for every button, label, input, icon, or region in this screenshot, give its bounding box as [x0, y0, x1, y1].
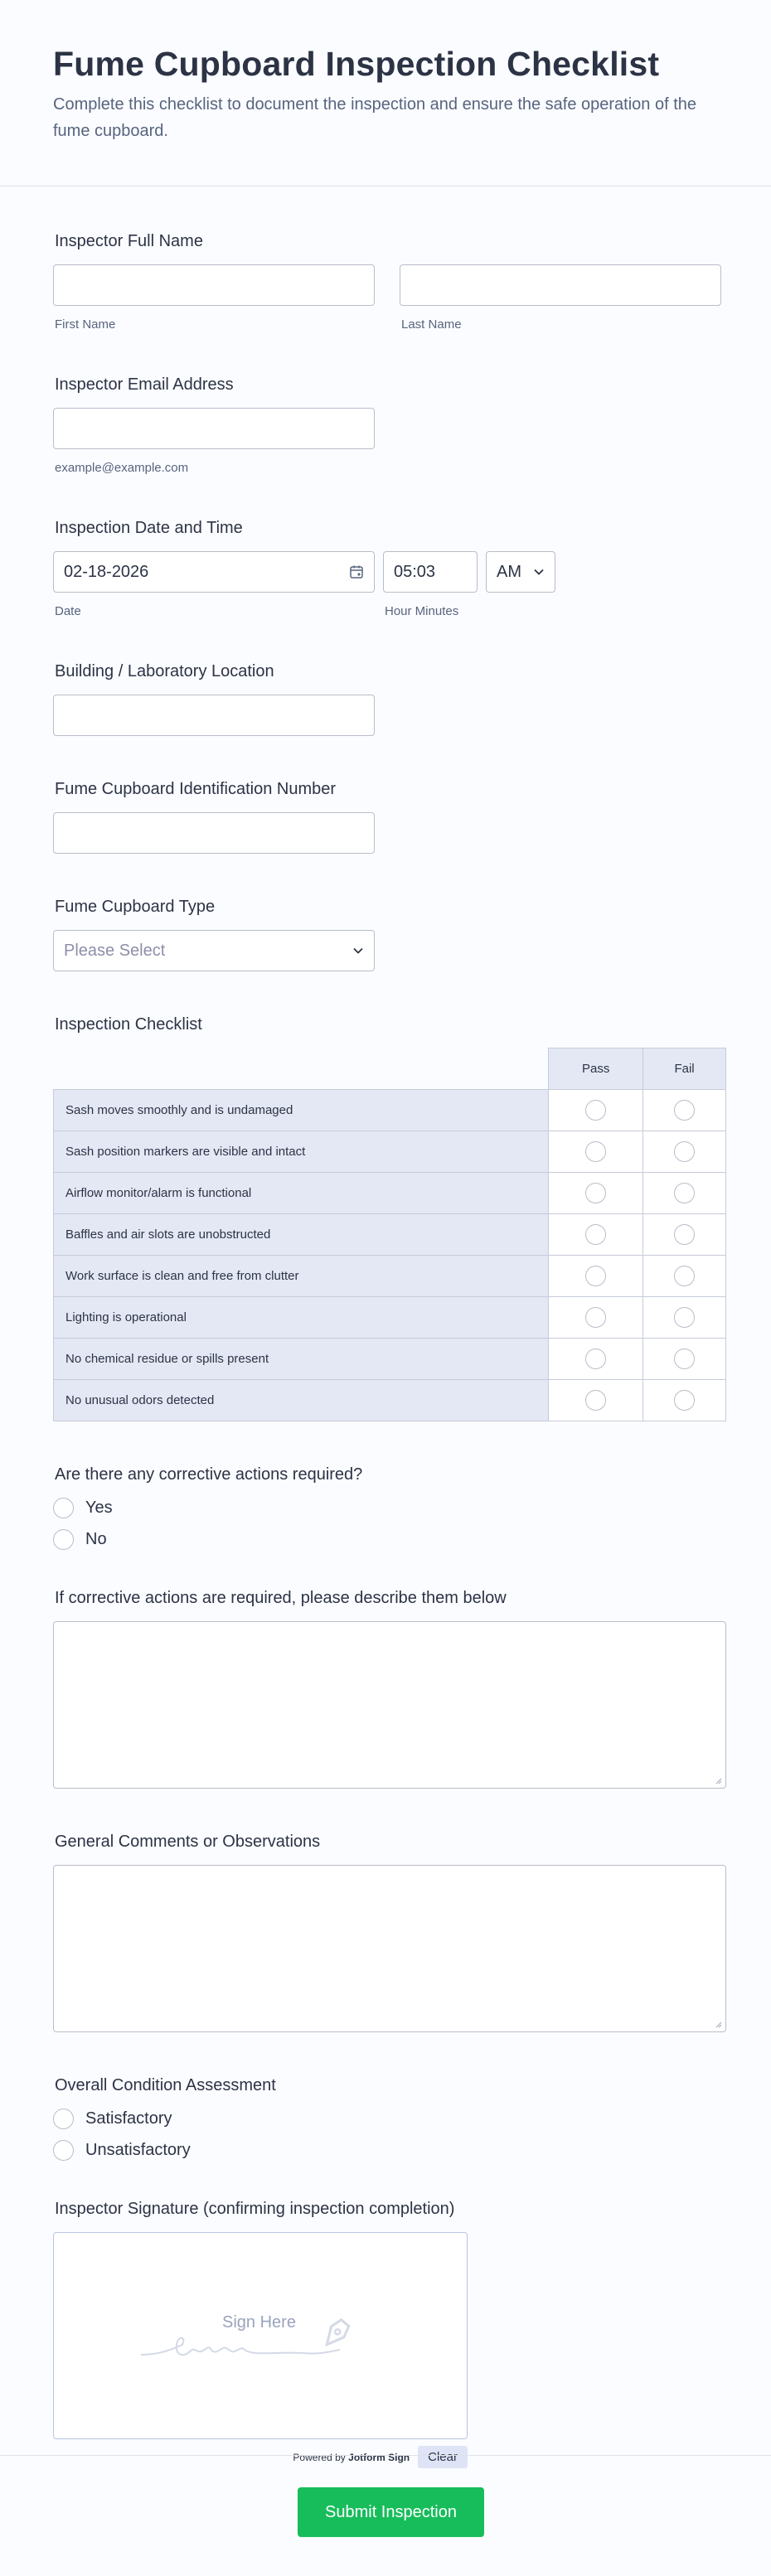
checklist-header-fail: Fail — [643, 1048, 726, 1090]
date-value: 02-18-2026 — [64, 562, 149, 581]
checklist-label: Inspection Checklist — [55, 1015, 202, 1034]
clear-signature-button[interactable]: Clear — [418, 2446, 468, 2468]
yes-label: Yes — [85, 1499, 113, 1517]
last-name-sublabel: Last Name — [401, 317, 462, 332]
unsatisfactory-radio[interactable] — [53, 2140, 74, 2161]
form-content — [0, 186, 771, 2468]
unsatisfactory-label: Unsatisfactory — [85, 2141, 191, 2159]
pass-radio[interactable] — [585, 1224, 606, 1245]
time-sublabel: Hour Minutes — [385, 604, 459, 618]
cupboard-id-input[interactable] — [53, 812, 375, 854]
first-name-sublabel: First Name — [55, 317, 116, 332]
checklist-question: Airflow monitor/alarm is functional — [54, 1173, 549, 1214]
corrective-option-yes[interactable] — [53, 1498, 718, 1518]
checklist-question: Lighting is operational — [54, 1297, 549, 1339]
comments-field — [53, 1830, 718, 2032]
form-footer — [0, 2455, 771, 2576]
fail-radio[interactable] — [674, 1307, 695, 1328]
corrective-field — [53, 1463, 718, 1550]
satisfactory-label: Satisfactory — [85, 2109, 172, 2128]
cupboard-id-field — [53, 777, 718, 854]
yes-radio[interactable] — [53, 1498, 74, 1518]
form-header — [0, 0, 771, 186]
time-input[interactable]: 05:03 — [383, 551, 478, 593]
corrective-option-no[interactable] — [53, 1529, 718, 1550]
fail-radio[interactable] — [674, 1224, 695, 1245]
fail-radio[interactable] — [674, 1100, 695, 1121]
signature-pen-icon — [137, 2312, 377, 2361]
table-row — [54, 1256, 726, 1297]
first-name-input[interactable] — [53, 264, 375, 306]
signature-pad[interactable] — [53, 2232, 468, 2439]
email-input[interactable] — [53, 408, 375, 449]
form-subtitle: Complete this checklist to document the inspection and ensure the safe operation of the fume cupboard. — [53, 95, 697, 140]
pass-radio[interactable] — [585, 1183, 606, 1203]
condition-option-unsatisfactory[interactable] — [53, 2140, 718, 2161]
checklist-question: Baffles and air slots are unobstructed — [54, 1214, 549, 1256]
cupboard-id-label: Fume Cupboard Identification Number — [55, 780, 337, 798]
fail-radio[interactable] — [674, 1349, 695, 1369]
location-input[interactable] — [53, 695, 375, 736]
checklist-field — [53, 1013, 718, 1421]
pass-radio[interactable] — [585, 1390, 606, 1411]
datetime-label: Inspection Date and Time — [55, 519, 243, 537]
email-sublabel: example@example.com — [55, 461, 189, 475]
comments-label: General Comments or Observations — [55, 1833, 321, 1851]
signature-field — [53, 2197, 718, 2468]
table-row — [54, 1297, 726, 1339]
ampm-value: AM — [497, 562, 521, 581]
calendar-icon[interactable] — [349, 564, 364, 579]
checklist-header-blank — [54, 1048, 549, 1090]
corrective-label: Are there any corrective actions required? — [55, 1465, 363, 1484]
checklist-question: Work surface is clean and free from clutter — [54, 1256, 549, 1297]
submit-button[interactable]: Submit Inspection — [298, 2487, 484, 2537]
checklist-table — [53, 1048, 726, 1421]
corrective-desc-label: If corrective actions are required, please describe them below — [55, 1589, 507, 1607]
powered-by: Powered by Jotform Sign — [293, 2451, 410, 2463]
fail-radio[interactable] — [674, 1390, 695, 1411]
chevron-down-icon — [533, 566, 545, 578]
table-row — [54, 1173, 726, 1214]
inspector-name-label: Inspector Full Name — [55, 232, 203, 250]
condition-label: Overall Condition Assessment — [55, 2076, 276, 2094]
pass-radio[interactable] — [585, 1266, 606, 1286]
satisfactory-radio[interactable] — [53, 2109, 74, 2129]
cupboard-type-placeholder: Please Select — [64, 941, 166, 960]
table-row — [54, 1339, 726, 1380]
email-label: Inspector Email Address — [55, 375, 234, 394]
corrective-desc-textarea[interactable] — [53, 1621, 726, 1789]
checklist-question: No unusual odors detected — [54, 1380, 549, 1421]
condition-field — [53, 2074, 718, 2161]
condition-option-satisfactory[interactable] — [53, 2109, 718, 2129]
datetime-field — [53, 516, 718, 618]
table-row — [54, 1214, 726, 1256]
comments-textarea[interactable] — [53, 1865, 726, 2032]
table-row — [54, 1131, 726, 1173]
signature-label: Inspector Signature (confirming inspection completion) — [55, 2200, 455, 2218]
checklist-header-pass: Pass — [549, 1048, 643, 1090]
pass-radio[interactable] — [585, 1141, 606, 1162]
location-label: Building / Laboratory Location — [55, 662, 274, 680]
corrective-desc-field — [53, 1586, 718, 1789]
checklist-question: No chemical residue or spills present — [54, 1339, 549, 1380]
location-field — [53, 660, 718, 736]
cupboard-type-field — [53, 895, 718, 971]
chevron-down-icon — [352, 945, 364, 956]
form-title: Fume Cupboard Inspection Checklist — [53, 45, 660, 83]
pass-radio[interactable] — [585, 1100, 606, 1121]
table-row — [54, 1090, 726, 1131]
cupboard-type-label: Fume Cupboard Type — [55, 898, 216, 916]
pass-radio[interactable] — [585, 1349, 606, 1369]
signature-placeholder: Sign Here — [222, 2313, 296, 2331]
pass-radio[interactable] — [585, 1307, 606, 1328]
no-label: No — [85, 1530, 107, 1548]
fail-radio[interactable] — [674, 1141, 695, 1162]
resize-grip-icon[interactable] — [715, 1778, 722, 1784]
email-field — [53, 373, 718, 475]
no-radio[interactable] — [53, 1529, 74, 1550]
checklist-question: Sash moves smoothly and is undamaged — [54, 1090, 549, 1131]
ampm-select[interactable] — [486, 551, 555, 593]
last-name-input[interactable] — [400, 264, 721, 306]
date-sublabel: Date — [55, 604, 81, 618]
table-row — [54, 1380, 726, 1421]
date-input[interactable] — [53, 551, 375, 593]
cupboard-type-select[interactable] — [53, 930, 375, 971]
checklist-question: Sash position markers are visible and intact — [54, 1131, 549, 1173]
inspector-name-field — [53, 230, 718, 332]
fail-radio[interactable] — [674, 1183, 695, 1203]
fail-radio[interactable] — [674, 1266, 695, 1286]
resize-grip-icon[interactable] — [715, 2022, 722, 2028]
